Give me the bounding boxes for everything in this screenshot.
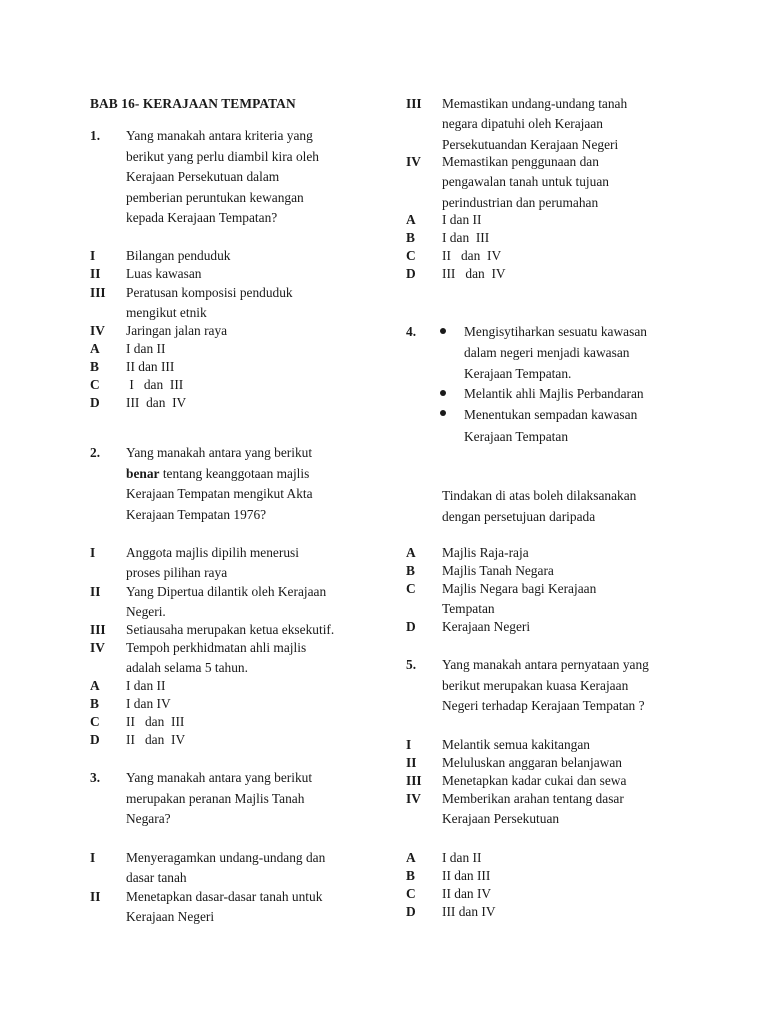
question-stem: Yang manakah antara pernyataan yang berikut merupakan kuasa Kerajaan Negeri terhadap Kerajaan Tempatan ? [442,657,649,714]
question-number: 4. [406,324,417,339]
question-number: 2. [90,445,101,460]
question-number: 1. [90,128,101,143]
bullet-icon [440,390,446,396]
question-stem: Yang manakah antara yang berikut merupakan peranan Majlis Tanah Negara? [126,770,313,827]
question-number: 5. [406,657,417,672]
question-stem: Yang manakah antara yang berikut benar tentang keanggotaan majlis Kerajaan Tempatan mengikut Akta Kerajaan Tempatan 1976? [126,445,313,522]
question-4: 4. Mengisytiharkan sesuatu kawasan dalam negeri menjadi kawasan Kerajaan Tempatan. Melantik ahli Majlis Perbandaran Menentukan sempadan kawasan Kerajaan Tempatan [406,324,647,444]
question-number: 3. [90,770,101,785]
bullet-icon [440,410,446,416]
page-title: BAB 16- KERAJAAN TEMPATAN [90,96,296,111]
bullet-icon [440,328,446,334]
question-stem: Yang manakah antara kriteria yang berikut yang perlu diambil kira oleh Kerajaan Persekutuan dalam pemberian peruntukan kewangan kepada Kerajaan Tempatan? [126,128,319,226]
